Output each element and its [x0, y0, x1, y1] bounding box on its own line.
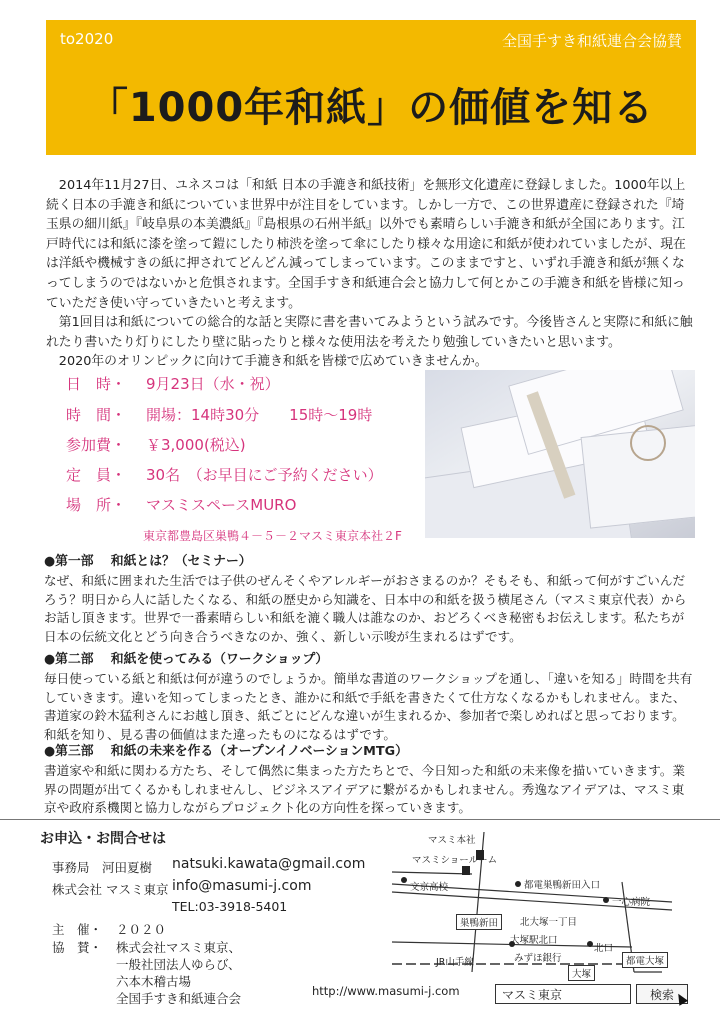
- map-label: 北口: [594, 943, 614, 954]
- intro-paragraph: 第1回目は和紙についての総合的な話と実際に書を書いてみようという試みです。今後皆さんと実際に和紙に触れたり書いたり灯りにしたり壁に貼ったりと様々な使用法を考えたり勉強していきたいと思います。: [46, 315, 693, 350]
- divider: [0, 819, 720, 820]
- header-banner: [46, 20, 696, 155]
- event-address: 東京都豊島区巣鴨４－５－２マスミ東京本社２F: [143, 529, 402, 543]
- page-title: 「1000年和紙」の価値を知る: [87, 85, 655, 131]
- map-label: 大塚駅北口: [510, 935, 558, 946]
- event-label: 時 間・: [66, 406, 127, 424]
- map-label: 文京高校: [410, 882, 449, 893]
- contact-tel: TEL:03-3918-5401: [172, 899, 288, 914]
- section-part3: [44, 743, 696, 818]
- event-value: ￥3,000(税込): [146, 436, 246, 454]
- search-input[interactable]: マスミ東京: [495, 984, 631, 1004]
- supporter: 六本木稽古場: [116, 974, 192, 989]
- intro-text: [46, 176, 696, 372]
- map-label: 都電巣鴨新田入口: [524, 880, 601, 891]
- supporter: 株式会社マスミ東京、: [116, 940, 242, 955]
- washi-paper-photo: [425, 370, 695, 538]
- section-title: ●第二部 和紙を使ってみる（ワークショップ）: [44, 652, 329, 667]
- header-sponsor: 全国手すき和紙連合会協賛: [501, 32, 682, 50]
- section-body: 毎日使っている紙と和紙は何が違うのでしょうか。簡単な書道のワークショップを通し、「違いを知る」時間を共有していきます。違いを知ってしまったとき、誰かに和紙で手紙を書きたくて仕方なくなるかもしれません。また、書道家の鈴木猛利さんにお越し頂き、紙ごとにどんな違いが生まれるか、参加者で楽しめればと思っております。和紙を知り、見る書の価値はまた違ったものになるはずです。: [44, 670, 693, 743]
- supporter: 全国手すき和紙連合会: [116, 991, 242, 1006]
- event-label: 参加費・: [66, 436, 127, 454]
- event-value: マスミスペースMURO: [146, 496, 297, 514]
- office-label: 事務局 河田夏樹: [52, 860, 153, 875]
- organizer-label: 主 催・: [52, 922, 103, 937]
- section-title: ●第一部 和紙とは？（セミナー）: [44, 554, 252, 569]
- event-value: 開場：14時30分 15時～19時: [146, 406, 373, 424]
- map-label: JR山手線: [436, 957, 474, 968]
- event-label: 日 時・: [66, 375, 127, 393]
- intro-paragraph: 2014年11月27日、ユネスコは「和紙 日本の手漉き和紙技術」を無形文化遺産に登録しました。1000年以上続く日本の手漉き和紙についていま世界中が注目をしています。しかし一方で、この世界遺産に登録された『埼玉県の細川紙』『岐阜県の本美濃紙』『島根県の石州半紙』以外でも素晴らしい手漉き和紙が全国にあります。江戸時代には和紙に漆を塗って鎧にしたり柿渋を塗って傘にしたり様々な用途に和紙が使われていましたが、現在は洋紙や機械すきの紙に押されてどんどん減ってしまっています。このままですと、いずれ手漉き和紙が無くなってしまうのではないかと危惧されます。全国手すき和紙連合会と協力して何とかこの手漉き和紙を皆様に知っていただき使い守っていきたいと考えます。: [46, 178, 686, 311]
- map-label: 大塚: [568, 965, 595, 981]
- website-url[interactable]: http://www.masumi-j.com: [312, 984, 460, 998]
- contact-email-2[interactable]: info@masumi-j.com: [172, 878, 312, 894]
- contact-heading: お申込・お問合せは: [40, 831, 166, 847]
- map-label: 巣鴨新田: [456, 914, 502, 930]
- contact-email-1[interactable]: natsuki.kawata@gmail.com: [172, 856, 366, 872]
- access-map: [372, 822, 692, 1008]
- header-tag: to2020: [60, 30, 114, 48]
- event-label: 定 員・: [66, 466, 127, 484]
- map-label: みずほ銀行: [514, 953, 562, 964]
- section-title: ●第三部 和紙の未来を作る（オープンイノベーションMTG）: [44, 744, 408, 759]
- event-value: 30名 （お早目にご予約ください）: [146, 466, 383, 484]
- event-value: 9月23日（水・祝）: [146, 375, 280, 393]
- supporter: 一般社団法人ゆらび、: [116, 957, 241, 972]
- organizer: ２０２０: [116, 922, 167, 937]
- paper-seal: [630, 425, 666, 461]
- supporters-label: 協 賛・: [52, 940, 103, 955]
- search-button[interactable]: 検索: [636, 984, 688, 1004]
- event-label: 場 所・: [66, 496, 127, 514]
- company-name: 株式会社 マスミ東京: [52, 882, 169, 897]
- section-part2: [44, 651, 696, 745]
- section-part1: [44, 553, 696, 647]
- map-label: 都電大塚: [622, 952, 668, 968]
- map-label: マスミショールーム: [412, 855, 498, 866]
- map-label: マスミ本社: [428, 835, 476, 846]
- map-label: 北大塚一丁目: [520, 917, 578, 928]
- section-body: なぜ、和紙に囲まれた生活では子供のぜんそくやアレルギーがおさまるのか？そもそも、和紙って何がすごいんだろう？明日から人に話したくなる、和紙の歴史から知識を、日本中の和紙を扱う横尾さん（マスミ東京代表）からお話し頂きます。世界で一番素晴らしい和紙を漉く職人は誰なのか、おどろくべき秘密もお伝えします。私たちが日本の伝統文化とどう向き合うべきなのか、強く、新しい示唆が生まれるはずです。: [44, 572, 687, 645]
- intro-paragraph: 2020年のオリンピックに向けて手漉き和紙を皆様で広めていきませんか。: [58, 354, 488, 370]
- section-body: 書道家や和紙に関わる方たち、そして偶然に集まった方たちとで、今日知った和紙の未来像を描いていきます。業界の問題が出てくるかもしれませんし、ビジネスアイデアに繋がるかもしれません。秀逸なアイデアは、マスミ東京や政府系機関と協力しながらプロジェクト化の方向性を探っていきます。: [44, 762, 686, 816]
- map-label: 一心病院: [612, 897, 651, 908]
